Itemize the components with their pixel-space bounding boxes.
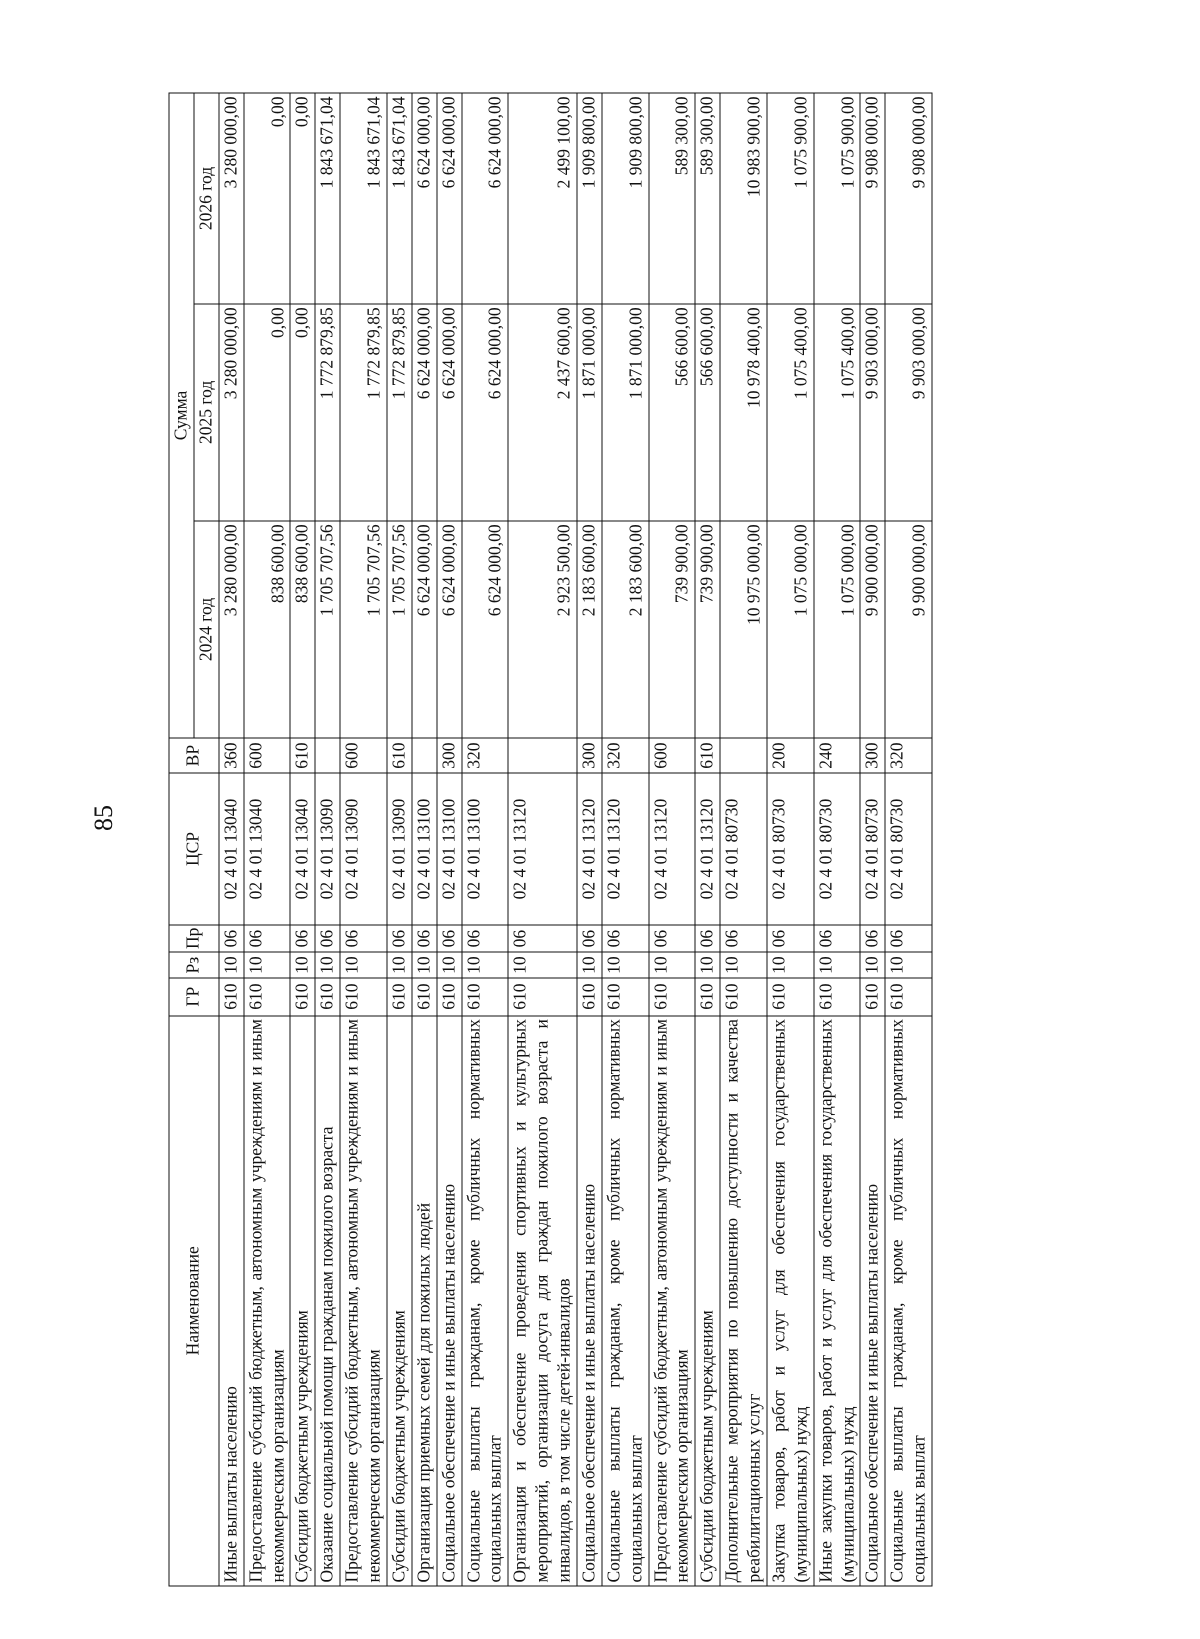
table-header <box>169 93 219 1586</box>
row-amount-2024: 3 280 000,00 <box>218 520 243 737</box>
row-rz: 10 <box>720 952 767 977</box>
row-amount-2025: 1 772 879,85 <box>315 303 340 520</box>
row-gr: 610 <box>508 977 577 1015</box>
row-vr: 610 <box>386 737 411 772</box>
row-pr: 06 <box>411 924 436 952</box>
header-sum: Сумма <box>169 93 194 738</box>
row-csr: 02 4 01 13120 <box>576 773 601 924</box>
row-name: Социальное обеспечение и иные выплаты населению <box>436 1015 461 1585</box>
row-amount-2025: 1 075 400,00 <box>766 303 813 520</box>
row-gr: 610 <box>461 977 508 1015</box>
row-rz: 10 <box>386 952 411 977</box>
row-csr: 02 4 01 13090 <box>386 773 411 924</box>
row-gr: 610 <box>813 977 860 1015</box>
row-amount-2025: 566 600,00 <box>648 303 695 520</box>
row-name: Дополнительные мероприятия по повышению доступности и качества реабилитационных услуг <box>720 1015 767 1585</box>
row-pr: 06 <box>766 924 813 952</box>
row-pr: 06 <box>340 924 387 952</box>
row-vr: 610 <box>695 737 720 772</box>
row-amount-2024: 10 975 000,00 <box>720 520 767 737</box>
row-amount-2024: 2 923 500,00 <box>508 520 577 737</box>
row-rz: 10 <box>290 952 315 977</box>
table-row <box>813 93 860 1586</box>
row-amount-2024: 1 705 707,56 <box>340 520 387 737</box>
row-amount-2026: 1 843 671,04 <box>340 93 387 304</box>
row-amount-2026: 1 909 800,00 <box>576 93 601 304</box>
row-rz: 10 <box>340 952 387 977</box>
row-rz: 10 <box>813 952 860 977</box>
row-vr <box>720 737 767 772</box>
row-pr: 06 <box>386 924 411 952</box>
row-vr: 300 <box>860 737 885 772</box>
row-gr: 610 <box>290 977 315 1015</box>
row-vr: 240 <box>813 737 860 772</box>
row-amount-2025: 566 600,00 <box>695 303 720 520</box>
row-gr: 610 <box>411 977 436 1015</box>
row-csr: 02 4 01 13040 <box>243 773 290 924</box>
row-name: Предоставление субсидий бюджетным, автономным учреждениям и иным некоммерческим организациям <box>340 1015 387 1585</box>
row-name: Субсидии бюджетным учреждениям <box>386 1015 411 1585</box>
row-amount-2026: 3 280 000,00 <box>218 93 243 304</box>
row-vr: 320 <box>601 737 648 772</box>
row-pr: 06 <box>648 924 695 952</box>
table-row <box>218 93 243 1586</box>
row-gr: 610 <box>601 977 648 1015</box>
row-vr: 300 <box>436 737 461 772</box>
row-gr: 610 <box>218 977 243 1015</box>
row-rz: 10 <box>695 952 720 977</box>
row-gr: 610 <box>720 977 767 1015</box>
table-row <box>766 93 813 1586</box>
header-gr: ГР <box>169 977 219 1015</box>
row-amount-2025: 1 871 000,00 <box>601 303 648 520</box>
table-row <box>461 93 508 1586</box>
table-body <box>218 93 931 1586</box>
table-row <box>315 93 340 1586</box>
row-csr: 02 4 01 13120 <box>508 773 577 924</box>
row-name: Субсидии бюджетным учреждениям <box>290 1015 315 1585</box>
row-amount-2026: 1 075 900,00 <box>813 93 860 304</box>
row-rz: 10 <box>411 952 436 977</box>
table-row <box>720 93 767 1586</box>
row-pr: 06 <box>813 924 860 952</box>
row-name: Социальные выплаты гражданам, кроме публичных нормативных социальных выплат <box>885 1015 932 1585</box>
row-amount-2025: 2 437 600,00 <box>508 303 577 520</box>
header-name: Наименование <box>169 1015 219 1585</box>
row-gr: 610 <box>243 977 290 1015</box>
row-name: Социальные выплаты гражданам, кроме публичных нормативных социальных выплат <box>601 1015 648 1585</box>
header-year-2024: 2024 год <box>193 520 218 737</box>
row-amount-2025: 10 978 400,00 <box>720 303 767 520</box>
row-gr: 610 <box>648 977 695 1015</box>
row-gr: 610 <box>576 977 601 1015</box>
row-amount-2024: 739 900,00 <box>648 520 695 737</box>
table-row <box>508 93 577 1586</box>
header-csr: ЦСР <box>169 773 219 924</box>
row-amount-2024: 2 183 600,00 <box>601 520 648 737</box>
row-vr: 320 <box>461 737 508 772</box>
row-vr: 360 <box>218 737 243 772</box>
row-name: Субсидии бюджетным учреждениям <box>695 1015 720 1585</box>
row-amount-2025: 3 280 000,00 <box>218 303 243 520</box>
row-amount-2024: 739 900,00 <box>695 520 720 737</box>
header-vr: ВР <box>169 737 219 772</box>
row-amount-2026: 9 908 000,00 <box>885 93 932 304</box>
row-amount-2024: 1 075 000,00 <box>813 520 860 737</box>
row-amount-2024: 9 900 000,00 <box>885 520 932 737</box>
row-amount-2026: 1 909 800,00 <box>601 93 648 304</box>
row-pr: 06 <box>243 924 290 952</box>
table-row <box>243 93 290 1586</box>
table-row <box>601 93 648 1586</box>
row-gr: 610 <box>436 977 461 1015</box>
row-name: Закупка товаров, работ и услуг для обеспечения государственных (муниципальных) нужд <box>766 1015 813 1585</box>
row-amount-2026: 6 624 000,00 <box>411 93 436 304</box>
table-row <box>340 93 387 1586</box>
row-csr: 02 4 01 13040 <box>218 773 243 924</box>
row-amount-2026: 1 843 671,04 <box>386 93 411 304</box>
budget-table <box>168 92 932 1586</box>
row-amount-2024: 838 600,00 <box>243 520 290 737</box>
row-csr: 02 4 01 13100 <box>461 773 508 924</box>
row-csr: 02 4 01 13100 <box>436 773 461 924</box>
row-name: Организация и обеспечение проведения спортивных и культурных мероприятий, организации досуга для граждан пожилого возраста и инвалидов, в том числе детей-инвалидов <box>508 1015 577 1585</box>
row-csr: 02 4 01 80730 <box>885 773 932 924</box>
row-amount-2026: 6 624 000,00 <box>461 93 508 304</box>
row-csr: 02 4 01 80730 <box>766 773 813 924</box>
row-amount-2026: 0,00 <box>290 93 315 304</box>
row-rz: 10 <box>508 952 577 977</box>
row-csr: 02 4 01 13090 <box>315 773 340 924</box>
row-amount-2026: 6 624 000,00 <box>436 93 461 304</box>
row-rz: 10 <box>860 952 885 977</box>
row-amount-2025: 1 871 000,00 <box>576 303 601 520</box>
table-row <box>648 93 695 1586</box>
row-name: Предоставление субсидий бюджетным, автономным учреждениям и иным некоммерческим организациям <box>243 1015 290 1585</box>
row-csr: 02 4 01 80730 <box>860 773 885 924</box>
row-csr: 02 4 01 13120 <box>648 773 695 924</box>
header-year-2026: 2026 год <box>193 93 218 304</box>
row-amount-2025: 0,00 <box>243 303 290 520</box>
row-vr: 320 <box>885 737 932 772</box>
row-csr: 02 4 01 13120 <box>601 773 648 924</box>
row-vr: 600 <box>648 737 695 772</box>
row-name: Предоставление субсидий бюджетным, автономным учреждениям и иным некоммерческим организациям <box>648 1015 695 1585</box>
row-pr: 06 <box>508 924 577 952</box>
row-gr: 610 <box>340 977 387 1015</box>
table-row <box>576 93 601 1586</box>
row-amount-2024: 9 900 000,00 <box>860 520 885 737</box>
row-amount-2024: 6 624 000,00 <box>436 520 461 737</box>
row-pr: 06 <box>218 924 243 952</box>
row-rz: 10 <box>243 952 290 977</box>
table-row <box>436 93 461 1586</box>
row-amount-2025: 6 624 000,00 <box>436 303 461 520</box>
row-vr: 600 <box>243 737 290 772</box>
row-gr: 610 <box>885 977 932 1015</box>
header-rz: Рз <box>169 952 219 977</box>
row-name: Оказание социальной помощи гражданам пожилого возраста <box>315 1015 340 1585</box>
table-row <box>411 93 436 1586</box>
row-pr: 06 <box>860 924 885 952</box>
row-amount-2025: 0,00 <box>290 303 315 520</box>
row-vr <box>315 737 340 772</box>
row-name: Организация приемных семей для пожилых людей <box>411 1015 436 1585</box>
row-csr: 02 4 01 13090 <box>340 773 387 924</box>
row-rz: 10 <box>436 952 461 977</box>
row-pr: 06 <box>315 924 340 952</box>
header-year-2025: 2025 год <box>193 303 218 520</box>
row-rz: 10 <box>461 952 508 977</box>
row-vr <box>411 737 436 772</box>
row-amount-2025: 1 772 879,85 <box>386 303 411 520</box>
row-csr: 02 4 01 13040 <box>290 773 315 924</box>
row-amount-2026: 1 075 900,00 <box>766 93 813 304</box>
row-name: Социальное обеспечение и иные выплаты населению <box>576 1015 601 1585</box>
row-csr: 02 4 01 80730 <box>813 773 860 924</box>
row-amount-2025: 6 624 000,00 <box>461 303 508 520</box>
row-gr: 610 <box>695 977 720 1015</box>
row-vr: 200 <box>766 737 813 772</box>
row-rz: 10 <box>218 952 243 977</box>
row-vr: 610 <box>290 737 315 772</box>
row-rz: 10 <box>601 952 648 977</box>
row-pr: 06 <box>576 924 601 952</box>
row-pr: 06 <box>720 924 767 952</box>
row-amount-2024: 838 600,00 <box>290 520 315 737</box>
table-row <box>290 93 315 1586</box>
row-name: Иные закупки товаров, работ и услуг для обеспечения государственных (муниципальных) нужд <box>813 1015 860 1585</box>
row-amount-2026: 1 843 671,04 <box>315 93 340 304</box>
row-name: Социальные выплаты гражданам, кроме публичных нормативных социальных выплат <box>461 1015 508 1585</box>
row-amount-2025: 1 075 400,00 <box>813 303 860 520</box>
table-row <box>860 93 885 1586</box>
row-gr: 610 <box>315 977 340 1015</box>
row-amount-2025: 6 624 000,00 <box>411 303 436 520</box>
row-amount-2025: 1 772 879,85 <box>340 303 387 520</box>
row-name: Социальное обеспечение и иные выплаты населению <box>860 1015 885 1585</box>
row-amount-2026: 2 499 100,00 <box>508 93 577 304</box>
row-gr: 610 <box>766 977 813 1015</box>
row-rz: 10 <box>576 952 601 977</box>
row-pr: 06 <box>461 924 508 952</box>
row-amount-2025: 9 903 000,00 <box>860 303 885 520</box>
row-amount-2024: 6 624 000,00 <box>411 520 436 737</box>
row-csr: 02 4 01 13100 <box>411 773 436 924</box>
table-row <box>386 93 411 1586</box>
row-amount-2025: 9 903 000,00 <box>885 303 932 520</box>
row-rz: 10 <box>648 952 695 977</box>
table-row <box>885 93 932 1586</box>
header-pr: Пр <box>169 924 219 952</box>
row-rz: 10 <box>766 952 813 977</box>
row-amount-2026: 589 300,00 <box>695 93 720 304</box>
row-amount-2024: 1 705 707,56 <box>386 520 411 737</box>
row-gr: 610 <box>860 977 885 1015</box>
row-gr: 610 <box>386 977 411 1015</box>
row-amount-2026: 9 908 000,00 <box>860 93 885 304</box>
row-pr: 06 <box>290 924 315 952</box>
row-amount-2026: 10 983 900,00 <box>720 93 767 304</box>
row-csr: 02 4 01 13120 <box>695 773 720 924</box>
row-amount-2024: 1 705 707,56 <box>315 520 340 737</box>
row-vr: 300 <box>576 737 601 772</box>
page-number: 85 <box>89 805 118 831</box>
row-pr: 06 <box>601 924 648 952</box>
row-vr: 600 <box>340 737 387 772</box>
row-amount-2024: 1 075 000,00 <box>766 520 813 737</box>
row-amount-2024: 2 183 600,00 <box>576 520 601 737</box>
row-vr <box>508 737 577 772</box>
row-amount-2026: 0,00 <box>243 93 290 304</box>
row-amount-2026: 589 300,00 <box>648 93 695 304</box>
table-row <box>695 93 720 1586</box>
row-pr: 06 <box>695 924 720 952</box>
row-csr: 02 4 01 80730 <box>720 773 767 924</box>
row-rz: 10 <box>885 952 932 977</box>
row-name: Иные выплаты населению <box>218 1015 243 1585</box>
row-pr: 06 <box>885 924 932 952</box>
row-amount-2024: 6 624 000,00 <box>461 520 508 737</box>
row-pr: 06 <box>436 924 461 952</box>
budget-table-container <box>168 92 1097 1586</box>
row-rz: 10 <box>315 952 340 977</box>
